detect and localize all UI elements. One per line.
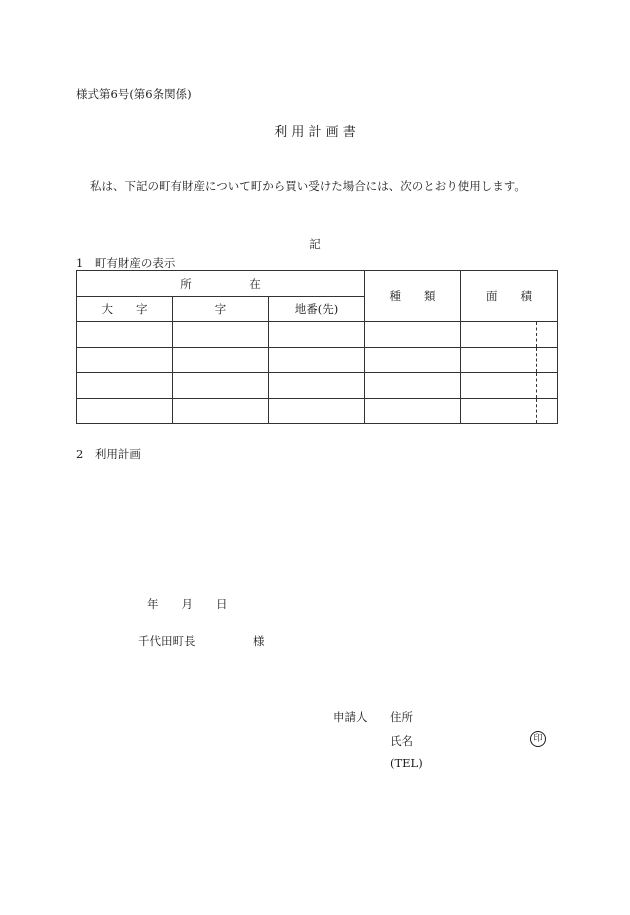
table-row [77,322,558,348]
area-cell[interactable] [461,373,558,399]
area-cell[interactable] [461,347,558,373]
kind-cell[interactable] [365,347,461,373]
oaza-cell[interactable] [77,322,173,348]
name-label: 氏名 [390,734,413,748]
chiban-header: 地番(先) [269,297,365,322]
table-row [77,398,558,424]
date-line: 年 月 日 [147,597,228,611]
ki-heading: 記 [309,237,321,251]
tel-label: (TEL) [390,756,423,770]
aza-cell[interactable] [173,347,269,373]
seal-mark: 印 [530,731,546,747]
oaza-header: 大 字 [77,297,173,322]
aza-cell[interactable] [173,322,269,348]
aza-cell[interactable] [173,398,269,424]
kind-cell[interactable] [365,373,461,399]
section2-title: 2 利用計画 [76,447,141,461]
property-table [76,270,558,424]
decimal-divider [536,373,537,398]
kind-cell[interactable] [365,322,461,348]
kind-header: 種 類 [365,271,461,322]
table-row [77,347,558,373]
decimal-divider [536,348,537,373]
oaza-cell[interactable] [77,347,173,373]
intro-text: 私は、下記の町有財産について町から買い受けた場合には、次のとおり使用します。 [90,179,526,193]
kind-cell[interactable] [365,398,461,424]
decimal-divider [536,399,537,424]
addressee: 千代田町長 様 [138,634,265,648]
chiban-cell[interactable] [269,373,365,399]
table-header-row [77,271,558,297]
address-label: 住所 [390,710,413,724]
form-number: 様式第6号(第6条関係) [76,87,192,101]
area-cell[interactable] [461,398,558,424]
section1-title: 1 町有財産の表示 [76,256,176,270]
chiban-cell[interactable] [269,398,365,424]
area-header: 面 積 [461,271,558,322]
chiban-cell[interactable] [269,322,365,348]
oaza-cell[interactable] [77,398,173,424]
applicant-label: 申請人 [333,710,368,724]
area-cell[interactable] [461,322,558,348]
chiban-cell[interactable] [269,347,365,373]
oaza-cell[interactable] [77,373,173,399]
aza-cell[interactable] [173,373,269,399]
aza-header: 字 [173,297,269,322]
decimal-divider [536,322,537,347]
location-header: 所 在 [77,271,365,297]
table-row [77,373,558,399]
document-title: 利 用 計 画 書 [274,125,356,140]
